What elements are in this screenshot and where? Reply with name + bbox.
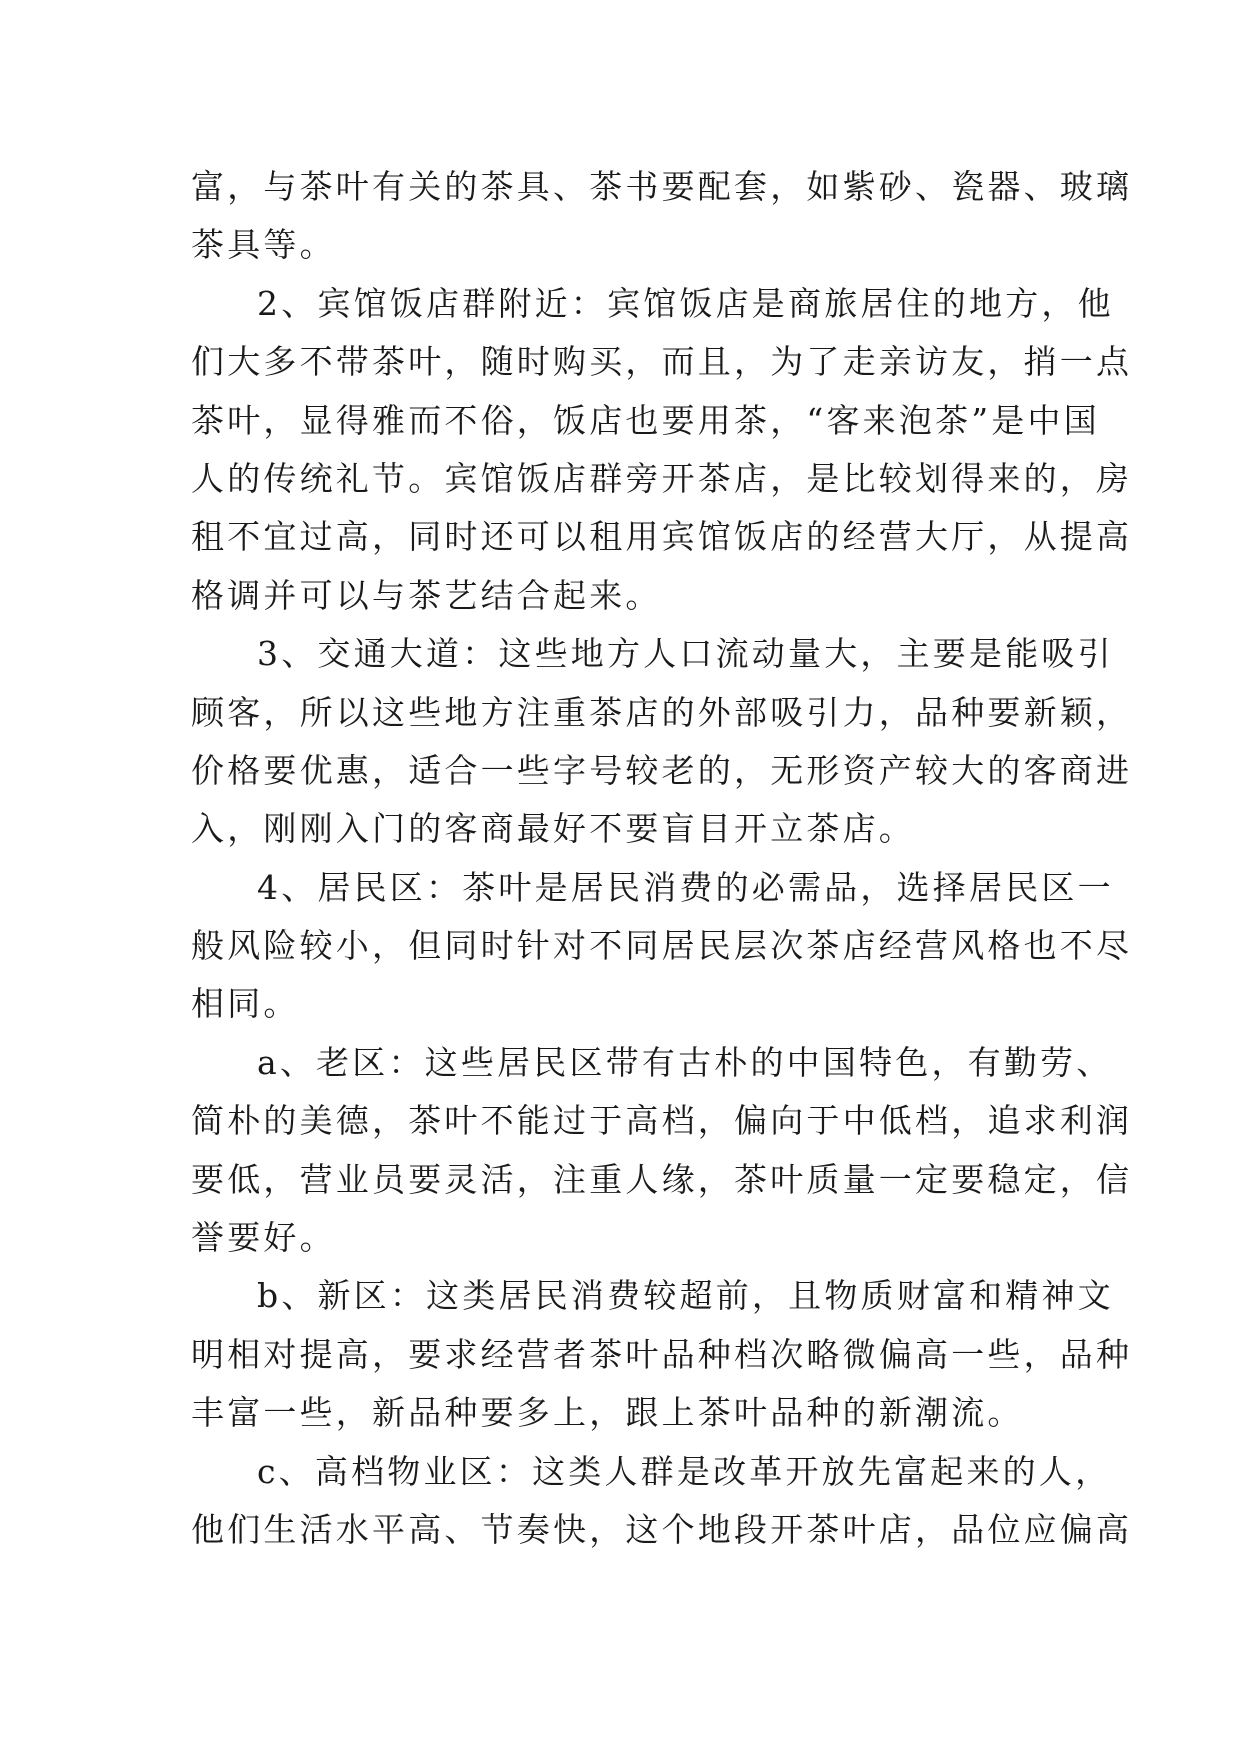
text-line: 入，刚刚入门的客商最好不要盲目开立茶店。 xyxy=(191,809,915,849)
text-line: 富，与茶叶有关的茶具、茶书要配套，如紫砂、瓷器、玻璃 xyxy=(191,167,1133,206)
text-line: 明相对提高，要求经营者茶叶品种档次略微偏高一些，品种 xyxy=(191,1334,1133,1374)
text-line: 他们生活水平高、节奏快，这个地段开茶叶店，品位应偏高 xyxy=(191,1509,1133,1549)
text-line: 顾客，所以这些地方注重茶店的外部吸引力，品种要新颖， xyxy=(191,692,1133,732)
text-line: 茶叶，显得雅而不俗，饭店也要用茶，“客来泡茶”是中国 xyxy=(191,400,1100,440)
text-line: 丰富一些，新品种要多上，跟上茶叶品种的新潮流。 xyxy=(191,1393,1024,1433)
text-line: 茶具等。 xyxy=(191,225,336,265)
paragraph-start-line: 2、宾馆饭店群附近：宾馆饭店是商旅居住的地方，他 xyxy=(257,283,1114,323)
text-line: 格调并可以与茶艺结合起来。 xyxy=(191,575,662,615)
text-line: 租不宜过高，同时还可以租用宾馆饭店的经营大厅，从提高 xyxy=(191,517,1133,557)
text-line: 简朴的美德，茶叶不能过于高档，偏向于中低档，追求利润 xyxy=(191,1101,1133,1141)
text-line: 价格要优惠，适合一些字号较老的，无形资产较大的客商进 xyxy=(191,750,1133,790)
body-text xyxy=(191,158,1133,1559)
text-line: 人的传统礼节。宾馆饭店群旁开茶店，是比较划得来的，房 xyxy=(191,458,1133,498)
text-line: 要低，营业员要灵活，注重人缘，茶叶质量一定要稳定，信 xyxy=(191,1159,1133,1199)
paragraph-start-line: c、高档物业区：这类人群是改革开放先富起来的人， xyxy=(257,1451,1112,1491)
paragraph-start-line: a、老区：这些居民区带有古朴的中国特色，有勤劳、 xyxy=(257,1042,1113,1082)
text-line: 相同。 xyxy=(191,984,300,1024)
text-line: 般风险较小，但同时针对不同居民层次茶店经营风格也不尽 xyxy=(191,926,1133,966)
paragraph-start-line: b、新区：这类居民消费较超前，且物质财富和精神文 xyxy=(257,1276,1114,1316)
text-line: 誉要好。 xyxy=(191,1218,336,1258)
paragraph-start-line: 3、交通大道：这些地方人口流动量大，主要是能吸引 xyxy=(257,634,1114,674)
text-line: 们大多不带茶叶，随时购买，而且，为了走亲访友，捎一点 xyxy=(191,342,1133,382)
paragraph-start-line: 4、居民区：茶叶是居民消费的必需品，选择居民区一 xyxy=(257,867,1114,907)
